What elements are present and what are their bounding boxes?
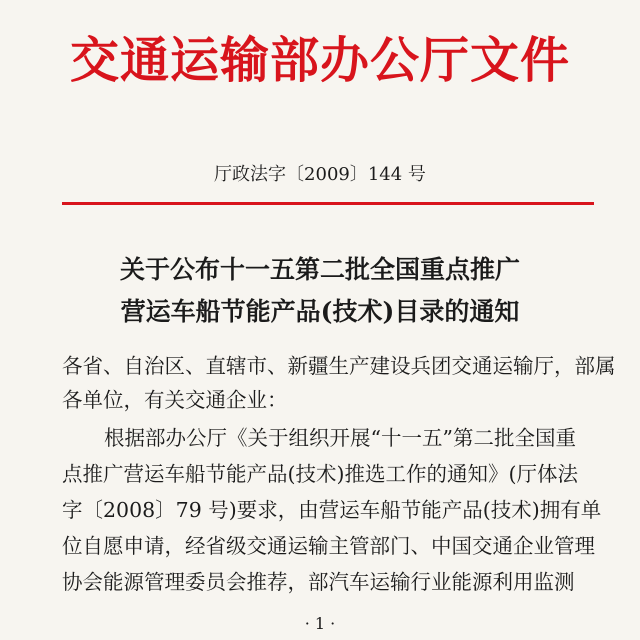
- paragraph-line-4: 位自愿申请，经省级交通运输主管部门、中国交通企业管理: [62, 534, 595, 558]
- document-number: 厅政法字〔2009〕144 号: [214, 164, 426, 185]
- addressee-line-2: 各单位，有关交通企业：: [62, 388, 288, 412]
- paragraph-line-5: 协会能源管理委员会推荐，部汽车运输行业能源利用监测: [62, 570, 575, 594]
- addressee-line-1: 各省、自治区、直辖市、新疆生产建设兵团交通运输厅，部属: [62, 354, 616, 378]
- header-divider: [62, 202, 594, 205]
- page-number: · 1 ·: [304, 614, 336, 633]
- notice-title-line-1: 关于公布十一五第二批全国重点推广: [119, 255, 520, 284]
- show-through-text: [0, 4, 640, 25]
- notice-title-line-2: 营运车船节能产品(技术)目录的通知: [120, 297, 520, 326]
- document-header: 交通运输部办公厅文件: [69, 31, 570, 89]
- paragraph-line-1: 根据部办公厅《关于组织开展“十一五”第二批全国重: [104, 426, 576, 450]
- paragraph-line-2: 点推广营运车船节能产品(技术)推选工作的通知》(厅体法: [62, 462, 578, 486]
- paragraph-line-3: 字〔2008〕79 号)要求，由营运车船节能产品(技术)拥有单: [62, 498, 602, 522]
